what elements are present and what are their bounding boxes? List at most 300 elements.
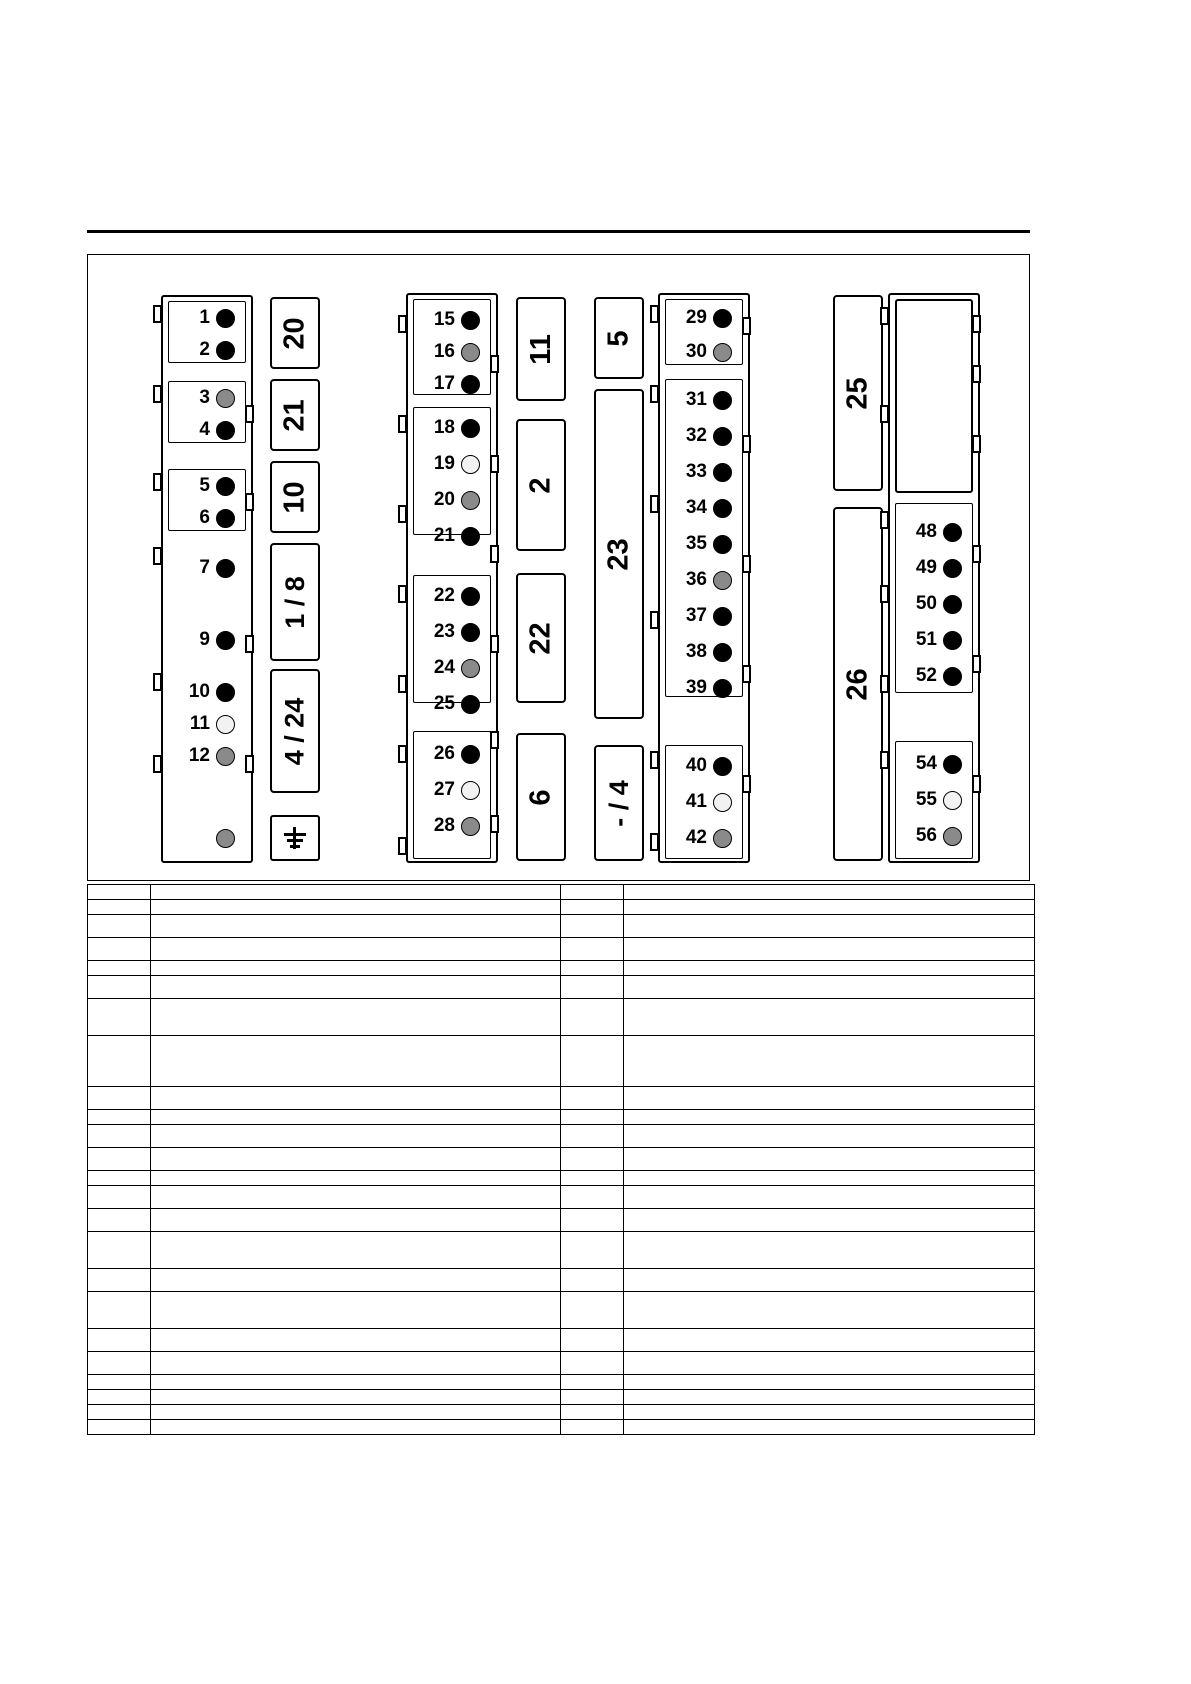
table-cell-c2 <box>151 1087 561 1110</box>
table-cell-c3 <box>561 1209 624 1232</box>
label-23: 23 <box>594 389 644 719</box>
table-cell-c1 <box>88 1292 151 1329</box>
table-row <box>88 1375 1035 1390</box>
pin-row <box>421 619 487 645</box>
pin-dot <box>943 559 962 578</box>
connector-d-notch-5 <box>880 675 889 693</box>
pin-row <box>673 495 739 521</box>
pin-row <box>421 523 487 549</box>
pin-row <box>903 663 969 689</box>
pin-row <box>673 423 739 449</box>
table-cell-c3 <box>561 999 624 1036</box>
pin-row <box>421 583 487 609</box>
table-cell-c2 <box>151 1171 561 1186</box>
table-cell-c2 <box>151 1352 561 1375</box>
pin-dot <box>713 391 732 410</box>
connector-b-notch-r4 <box>490 635 499 653</box>
pin-row <box>673 387 739 413</box>
connector-c-notch-3 <box>650 495 659 513</box>
connector-d-notch-4 <box>880 585 889 603</box>
pin-number: 1 <box>199 307 210 328</box>
table-cell-c2 <box>151 1390 561 1405</box>
pin-number: 49 <box>915 557 937 578</box>
table-cell-c1 <box>88 1329 151 1352</box>
table-row <box>88 1292 1035 1329</box>
table-cell-c3 <box>561 1329 624 1352</box>
pin-dot <box>713 463 732 482</box>
pin-dot <box>216 715 235 734</box>
pin-dot <box>461 527 480 546</box>
pin-number: 7 <box>199 557 210 578</box>
table-cell-c3 <box>561 1292 624 1329</box>
table-cell-c3 <box>561 1087 624 1110</box>
connector-d-notch-r2 <box>972 365 981 383</box>
pin-number: 52 <box>915 665 937 686</box>
table-cell-c4 <box>624 1171 1035 1186</box>
table-cell-c3 <box>561 1405 624 1420</box>
table-cell-c1 <box>88 915 151 938</box>
pin-number: 35 <box>685 533 707 554</box>
pin-number: 28 <box>433 815 455 836</box>
pin-dot <box>461 455 480 474</box>
pin-row <box>903 787 969 813</box>
table-cell-c3 <box>561 1390 624 1405</box>
label-minus-4: - / 4 <box>594 745 644 861</box>
label-1-8: 1 / 8 <box>270 543 320 661</box>
table-cell-c2 <box>151 961 561 976</box>
pin-row <box>176 305 242 331</box>
table-cell-c3 <box>561 1232 624 1269</box>
table-cell-c2 <box>151 915 561 938</box>
pin-number: 32 <box>685 425 707 446</box>
pin-dot <box>713 607 732 626</box>
pin-dot <box>216 421 235 440</box>
pin-number: 25 <box>433 693 455 714</box>
connector-d-notch-2 <box>880 405 889 423</box>
table-cell-c1 <box>88 1186 151 1209</box>
pin-number: 21 <box>433 525 455 546</box>
pin-row <box>176 473 242 499</box>
pin-row <box>673 639 739 665</box>
pin-row <box>176 555 242 581</box>
label-2: 2 <box>516 419 566 551</box>
pin-row <box>421 487 487 513</box>
table-row <box>88 1110 1035 1125</box>
connector-b-notch-3 <box>398 505 407 523</box>
table-cell-c3 <box>561 1375 624 1390</box>
legend-table <box>87 884 1035 1435</box>
pin-dot <box>216 309 235 328</box>
table-cell-c4 <box>624 1329 1035 1352</box>
table-cell-c2 <box>151 1209 561 1232</box>
table-cell-c3 <box>561 938 624 961</box>
table-cell-c4 <box>624 1209 1035 1232</box>
pin-dot <box>713 343 732 362</box>
connector-b-notch-6 <box>398 745 407 763</box>
pin-number: 5 <box>199 475 210 496</box>
table-cell-c4 <box>624 1405 1035 1420</box>
pin-row <box>421 691 487 717</box>
pin-number: 31 <box>685 389 707 410</box>
table-cell-c2 <box>151 1110 561 1125</box>
table-row <box>88 1186 1035 1209</box>
pin-dot <box>713 309 732 328</box>
table-row <box>88 1405 1035 1420</box>
table-cell-c2 <box>151 1375 561 1390</box>
table-cell-c4 <box>624 1375 1035 1390</box>
table-cell-c1 <box>88 1420 151 1435</box>
pin-dot <box>461 695 480 714</box>
pin-dot <box>461 419 480 438</box>
connector-c-notch-5 <box>650 751 659 769</box>
table-cell-c2 <box>151 1232 561 1269</box>
connector-b-notch-r2 <box>490 455 499 473</box>
pin-row <box>176 743 242 769</box>
pin-row <box>673 825 739 851</box>
pin-row <box>673 305 739 331</box>
pin-row <box>903 751 969 777</box>
pin-row <box>673 789 739 815</box>
pin-number: 3 <box>199 387 210 408</box>
connector-d-notch-r6 <box>972 775 981 793</box>
pin-row <box>421 371 487 397</box>
table-cell-c4 <box>624 1087 1035 1110</box>
pin-number: 36 <box>685 569 707 590</box>
pin-row <box>421 777 487 803</box>
table-cell-c3 <box>561 1148 624 1171</box>
table-cell-c3 <box>561 1420 624 1435</box>
table-cell-c1 <box>88 1405 151 1420</box>
ground-symbol-box <box>270 815 320 861</box>
table-cell-c4 <box>624 885 1035 900</box>
pin-number: 54 <box>915 753 937 774</box>
pin-row <box>176 417 242 443</box>
pin-dot <box>943 791 962 810</box>
connector-a-notch-r2 <box>245 493 254 511</box>
table-cell-c2 <box>151 900 561 915</box>
pin-row <box>903 591 969 617</box>
connector-c-notch-r5 <box>742 775 751 793</box>
table-cell-c2 <box>151 1269 561 1292</box>
connector-c-notch-r3 <box>742 555 751 573</box>
pin-number: 51 <box>915 629 937 650</box>
pin-dot <box>713 499 732 518</box>
pin-number: 29 <box>685 307 707 328</box>
table-cell-c2 <box>151 999 561 1036</box>
table-row <box>88 1036 1035 1087</box>
pin-row <box>176 711 242 737</box>
pin-dot <box>943 631 962 650</box>
table-cell-c4 <box>624 1110 1035 1125</box>
pin-dot <box>461 343 480 362</box>
connector-a-notch-6 <box>153 755 162 773</box>
table-cell-c3 <box>561 915 624 938</box>
table-row <box>88 1329 1035 1352</box>
table-cell-c2 <box>151 938 561 961</box>
pin-number: 20 <box>433 489 455 510</box>
pin-dot <box>461 311 480 330</box>
table-cell-c1 <box>88 999 151 1036</box>
pin-dot <box>713 643 732 662</box>
pin-number: 18 <box>433 417 455 438</box>
connector-a-notch-2 <box>153 385 162 403</box>
pin-number: 30 <box>685 341 707 362</box>
table-cell-c1 <box>88 1209 151 1232</box>
table-row <box>88 1125 1035 1148</box>
table-cell-c4 <box>624 1352 1035 1375</box>
pin-dot <box>216 477 235 496</box>
pin-number: 11 <box>189 713 210 734</box>
table-cell-c4 <box>624 1269 1035 1292</box>
table-cell-c4 <box>624 1292 1035 1329</box>
table-row <box>88 1209 1035 1232</box>
connector-d-notch-r5 <box>972 655 981 673</box>
pin-row <box>421 307 487 333</box>
pin-number: 22 <box>433 585 455 606</box>
pin-number: 19 <box>433 453 455 474</box>
table-cell-c3 <box>561 1352 624 1375</box>
table-cell-c4 <box>624 1125 1035 1148</box>
table-row <box>88 999 1035 1036</box>
table-cell-c4 <box>624 976 1035 999</box>
table-cell-c1 <box>88 1171 151 1186</box>
table-cell-c4 <box>624 1186 1035 1209</box>
table-cell-c1 <box>88 1390 151 1405</box>
table-cell-c3 <box>561 1110 624 1125</box>
connector-d-notch-6 <box>880 751 889 769</box>
label-22: 22 <box>516 573 566 703</box>
connector-d-seg-empty <box>895 299 973 493</box>
pin-dot <box>943 755 962 774</box>
table-cell-c3 <box>561 961 624 976</box>
pin-dot <box>461 375 480 394</box>
pin-number: 23 <box>433 621 455 642</box>
table-cell-c1 <box>88 976 151 999</box>
label-6: 6 <box>516 733 566 861</box>
pin-number: 33 <box>685 461 707 482</box>
pin-number: 27 <box>433 779 455 800</box>
legend-table-wrap <box>87 884 1030 1435</box>
pin-row <box>903 555 969 581</box>
pin-number: 15 <box>433 309 455 330</box>
connector-b-notch-r1 <box>490 355 499 373</box>
pin-row <box>673 603 739 629</box>
table-cell-c4 <box>624 915 1035 938</box>
pin-number: 16 <box>433 341 455 362</box>
table-cell-c1 <box>88 1036 151 1087</box>
pin-row <box>176 627 242 653</box>
connector-c-notch-r4 <box>742 665 751 683</box>
table-cell-c1 <box>88 1125 151 1148</box>
pin-dot <box>216 631 235 650</box>
table-cell-c2 <box>151 1036 561 1087</box>
table-cell-c3 <box>561 1171 624 1186</box>
connector-d-notch-r1 <box>972 315 981 333</box>
pin-dot <box>216 389 235 408</box>
connector-b-notch-7 <box>398 837 407 855</box>
pin-dot <box>943 523 962 542</box>
table-cell-c1 <box>88 961 151 976</box>
connector-a-notch-5 <box>153 673 162 691</box>
pin-dot <box>713 427 732 446</box>
pin-dot <box>713 571 732 590</box>
pin-number: 56 <box>915 825 937 846</box>
connector-a-notch-r3 <box>245 635 254 653</box>
table-cell-c4 <box>624 1232 1035 1269</box>
pin-dot <box>461 745 480 764</box>
pin-dot <box>713 535 732 554</box>
connector-b-notch-r5 <box>490 731 499 749</box>
table-cell-c1 <box>88 1352 151 1375</box>
pin-number: 40 <box>685 755 707 776</box>
table-cell-c2 <box>151 1329 561 1352</box>
table-row <box>88 938 1035 961</box>
pin-dot <box>713 793 732 812</box>
label-5: 5 <box>594 297 644 379</box>
label-25: 25 <box>833 295 883 491</box>
ground-icon <box>282 825 308 851</box>
pin-dot <box>461 817 480 836</box>
pin-dot <box>713 757 732 776</box>
pin-row <box>673 675 739 701</box>
pin-row <box>673 531 739 557</box>
table-cell-c1 <box>88 1110 151 1125</box>
label-21: 21 <box>270 379 320 451</box>
table-cell-c4 <box>624 1148 1035 1171</box>
pin-row <box>421 451 487 477</box>
connector-d-notch-r3 <box>972 435 981 453</box>
pin-dot <box>461 623 480 642</box>
pin-row <box>421 415 487 441</box>
table-cell-c2 <box>151 1420 561 1435</box>
pin-number: 26 <box>433 743 455 764</box>
table-row <box>88 885 1035 900</box>
table-cell-c3 <box>561 1186 624 1209</box>
pin-row <box>176 385 242 411</box>
pin-number: 10 <box>188 681 210 702</box>
table-cell-c1 <box>88 1375 151 1390</box>
header-rule <box>87 230 1030 233</box>
table-cell-c2 <box>151 1292 561 1329</box>
table-row <box>88 1352 1035 1375</box>
table-cell-c3 <box>561 885 624 900</box>
connector-a-notch-3 <box>153 473 162 491</box>
table-cell-c1 <box>88 885 151 900</box>
pin-dot <box>216 559 235 578</box>
connector-a-notch-r1 <box>245 405 254 423</box>
label-4-24: 4 / 24 <box>270 669 320 793</box>
pin-dot <box>943 667 962 686</box>
pin-row <box>176 337 242 363</box>
pin-dot <box>943 827 962 846</box>
connector-a-notch-4 <box>153 547 162 565</box>
pin-row <box>176 505 242 531</box>
table-row <box>88 1232 1035 1269</box>
connector-a-notch-1 <box>153 305 162 323</box>
table-row <box>88 1148 1035 1171</box>
pin-row <box>421 813 487 839</box>
table-cell-c4 <box>624 1420 1035 1435</box>
diagram-frame <box>87 254 1030 881</box>
connector-b-notch-4 <box>398 585 407 603</box>
table-cell-c4 <box>624 1390 1035 1405</box>
pin-number: 12 <box>188 745 210 766</box>
connector-b-notch-r3 <box>490 545 499 563</box>
pin-row <box>673 459 739 485</box>
pin-number: 48 <box>915 521 937 542</box>
table-cell-c3 <box>561 1036 624 1087</box>
legend-table-body <box>88 885 1035 1435</box>
pin-row <box>673 753 739 779</box>
pin-number: 2 <box>199 339 210 360</box>
connector-b-notch-2 <box>398 415 407 433</box>
pin-row <box>903 519 969 545</box>
pin-number: 38 <box>685 641 707 662</box>
pin-number: 50 <box>915 593 937 614</box>
table-row <box>88 961 1035 976</box>
pin-row <box>421 339 487 365</box>
table-row <box>88 900 1035 915</box>
pin-row <box>176 679 242 705</box>
pin-row-unnumbered <box>176 825 242 851</box>
pin-number: 37 <box>685 605 707 626</box>
pin-row <box>421 741 487 767</box>
table-cell-c2 <box>151 1405 561 1420</box>
pin-number: 24 <box>433 657 455 678</box>
table-cell-c1 <box>88 1232 151 1269</box>
table-row <box>88 915 1035 938</box>
pin-number: 17 <box>433 373 455 394</box>
table-row <box>88 1390 1035 1405</box>
table-cell-c1 <box>88 938 151 961</box>
table-cell-c1 <box>88 900 151 915</box>
table-row <box>88 1087 1035 1110</box>
table-row <box>88 1420 1035 1435</box>
pin-number: 39 <box>685 677 707 698</box>
table-cell-c3 <box>561 1269 624 1292</box>
pin-row <box>903 627 969 653</box>
table-cell-c3 <box>561 900 624 915</box>
pin-row <box>673 567 739 593</box>
table-row <box>88 1171 1035 1186</box>
pin-dot <box>713 679 732 698</box>
pin-dot <box>216 341 235 360</box>
pin-dot <box>943 595 962 614</box>
pin-number: 42 <box>685 827 707 848</box>
connector-b-notch-r6 <box>490 815 499 833</box>
table-cell-c2 <box>151 885 561 900</box>
pin-row <box>673 339 739 365</box>
pin-number: 55 <box>915 789 937 810</box>
pin-number: 41 <box>685 791 707 812</box>
table-row <box>88 976 1035 999</box>
table-cell-c3 <box>561 1125 624 1148</box>
pin-row <box>421 655 487 681</box>
label-10: 10 <box>270 461 320 533</box>
pin-dot <box>713 829 732 848</box>
pin-row <box>903 823 969 849</box>
table-cell-c2 <box>151 1148 561 1171</box>
pin-dot <box>216 829 235 848</box>
table-cell-c3 <box>561 976 624 999</box>
pin-number: 6 <box>199 507 210 528</box>
pin-dot <box>461 491 480 510</box>
label-20: 20 <box>270 297 320 369</box>
table-row <box>88 1269 1035 1292</box>
table-cell-c2 <box>151 976 561 999</box>
table-cell-c4 <box>624 938 1035 961</box>
connector-d-notch-3 <box>880 511 889 529</box>
